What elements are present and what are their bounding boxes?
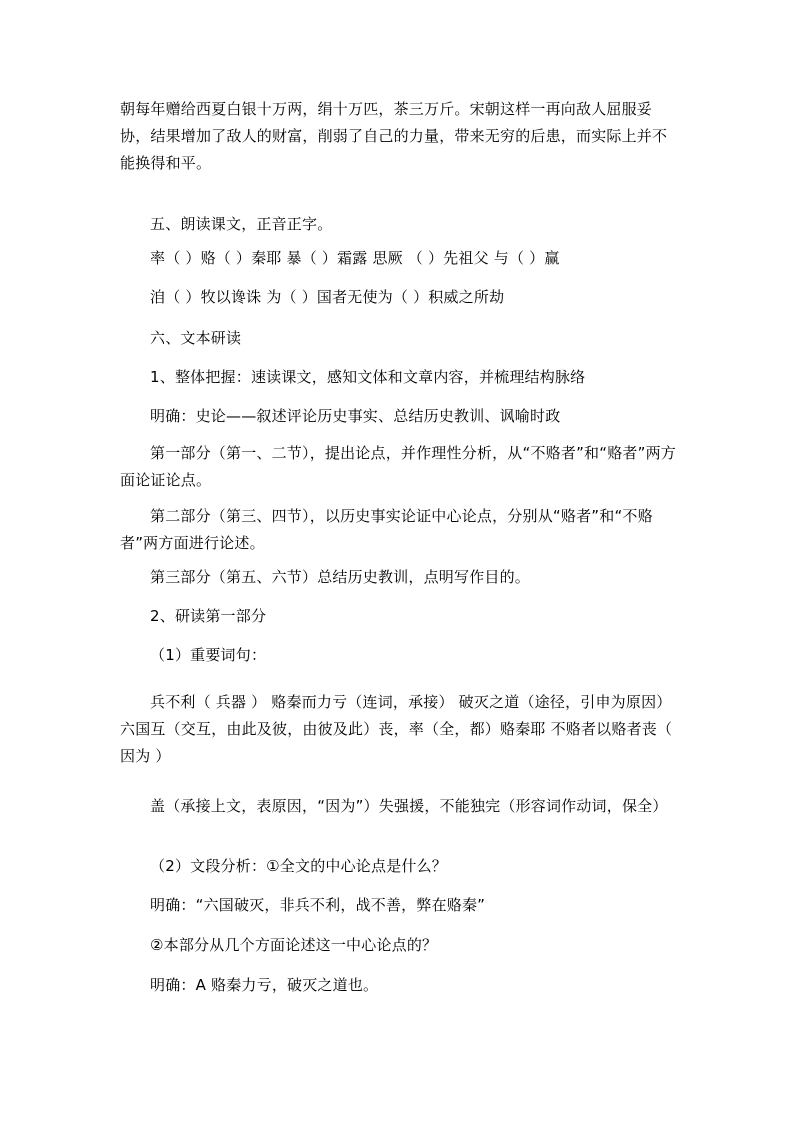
central-argument-answer: 明确：“六国破灭，非兵不利，战不善，弊在赂秦” (150, 896, 486, 914)
heading-section-six: 六、文本研读 (150, 329, 242, 347)
clarification-genre: 明确：史论——叙述评论历史事实、总结历史教训、讽喻时政 (150, 407, 561, 425)
passage-analysis-question: （2）文段分析：①全文的中心论点是什么？ (150, 857, 447, 875)
aspects-question: ②本部分从几个方面论述这一中心论点的？ (150, 936, 438, 954)
key-words-heading: （1）重要词句： (150, 646, 267, 664)
paragraph-song-tribute: 朝每年赠给西夏白银十万两，绢十万匹，茶三万斤。宋朝这样一再向敌人屈服妥协，结果增加了敌人的财富，削弱了自己的力量，带来无穷的后患，而实际上并不能换得和平。 (120, 100, 668, 172)
part-three-summary: 第三部分（第五、六节）总结历史教训，点明写作目的。 (150, 568, 531, 586)
study-part-one: 2、研读第一部分 (150, 607, 267, 625)
key-words-content: 兵不利（ 兵器 ） 赂秦而力亏（连词，承接） 破灭之道（途径，引申为原因） 六国互（交互，由此及彼，由彼及此）丧，率（全，都）赂秦耶 不赂者以赂者丧（ 因为 ） (120, 693, 673, 765)
overall-grasp: 1、整体把握：速读课文，感知文体和文章内容，并梳理结构脉络 (150, 368, 586, 386)
pronunciation-line-2: 洎（ ）牧以谗诛 为（ ）国者无使为（ ）积威之所劫 (150, 288, 505, 306)
part-two-summary: 第二部分（第三、四节），以历史事实论证中心论点，分别从“赂者”和“不赂者”两方面进行论述。 (120, 507, 653, 552)
heading-section-five: 五、朗读课文，正音正字。 (150, 215, 333, 233)
part-one-summary: 第一部分（第一、二节），提出论点，并作理性分析，从“不赂者”和“赂者”两方面论证论点。 (120, 444, 676, 489)
pronunciation-line-1: 率（ ）赂（ ）秦耶 暴（ ）霜露 思厥 （ ）先祖父 与（ ）赢 (150, 249, 560, 267)
key-words-continued: 盖（承接上文，表原因，“因为”）失强援，不能独完（形容词作动词，保全） (150, 797, 668, 815)
aspects-answer: 明确：A 赂秦力亏，破灭之道也。 (150, 976, 379, 994)
